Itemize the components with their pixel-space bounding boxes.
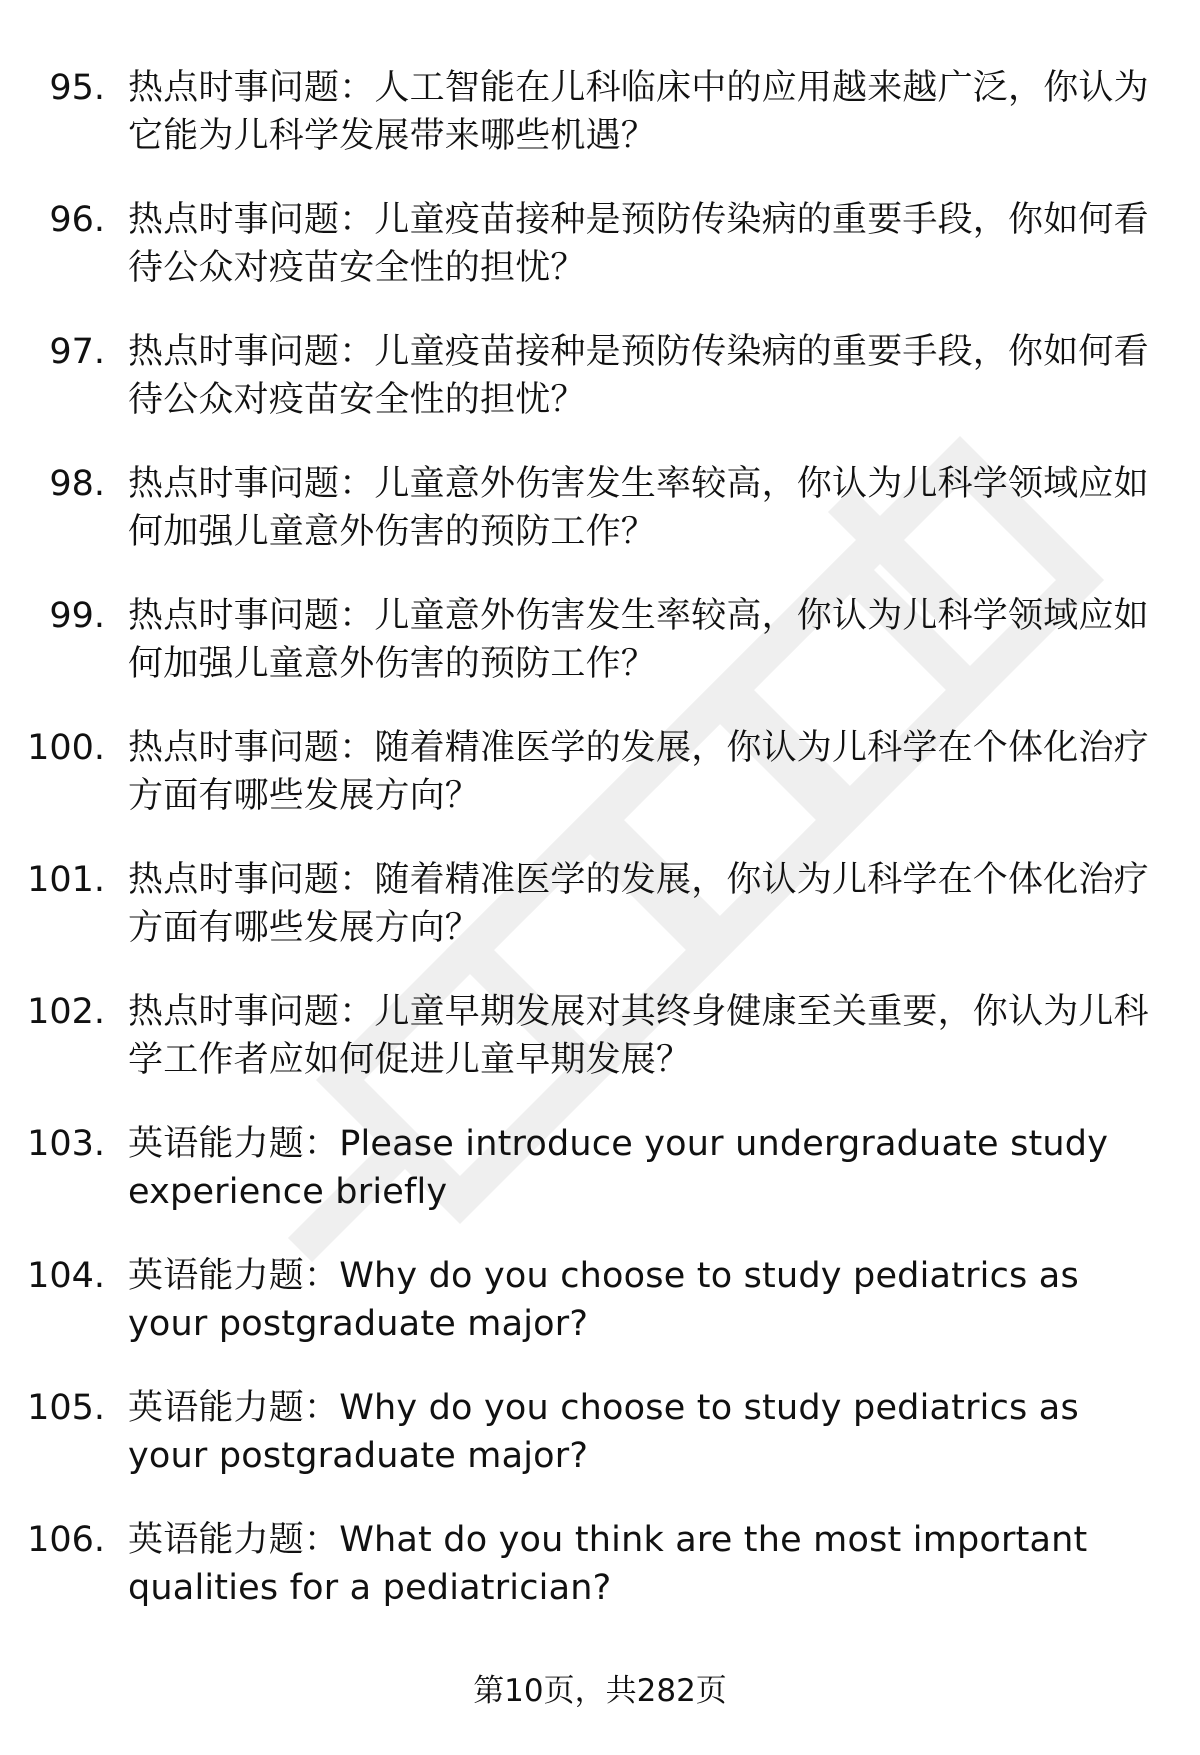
question-item (0, 64, 1200, 196)
question-text: 英语能力题：What do you think are the most important qualities for a pediatrician? (128, 1520, 1088, 1608)
question-item (0, 1384, 1200, 1516)
question-text: 热点时事问题：儿童意外伤害发生率较高，你认为儿科学领域应如何加强儿童意外伤害的预防工作？ (128, 596, 1149, 684)
question-item (0, 988, 1200, 1120)
question-text: 英语能力题：Please introduce your undergraduate study experience briefly (128, 1124, 1109, 1212)
question-item (0, 196, 1200, 328)
question-list (0, 64, 1200, 1648)
question-item (0, 1516, 1200, 1648)
question-number: 101. (27, 860, 105, 900)
question-item (0, 1252, 1200, 1384)
question-item (0, 592, 1200, 724)
page-footer: 第10页，共282页 (473, 1673, 727, 1709)
question-number: 106. (27, 1520, 105, 1560)
question-number: 98. (49, 464, 105, 504)
question-text: 热点时事问题：人工智能在儿科临床中的应用越来越广泛，你认为它能为儿科学发展带来哪些机遇？ (128, 68, 1149, 156)
question-text: 热点时事问题：随着精准医学的发展，你认为儿科学在个体化治疗方面有哪些发展方向？ (128, 860, 1149, 948)
question-number: 104. (27, 1256, 105, 1296)
question-text: 热点时事问题：随着精准医学的发展，你认为儿科学在个体化治疗方面有哪些发展方向？ (128, 728, 1149, 816)
question-item (0, 724, 1200, 856)
question-item (0, 328, 1200, 460)
question-item (0, 1120, 1200, 1252)
question-text: 热点时事问题：儿童早期发展对其终身健康至关重要，你认为儿科学工作者应如何促进儿童早期发展？ (128, 992, 1149, 1080)
question-number: 100. (27, 728, 105, 768)
question-number: 97. (49, 332, 105, 372)
question-item (0, 460, 1200, 592)
question-number: 105. (27, 1388, 105, 1428)
question-number: 99. (49, 596, 105, 636)
question-number: 96. (49, 200, 105, 240)
question-number: 103. (27, 1124, 105, 1164)
question-text: 热点时事问题：儿童意外伤害发生率较高，你认为儿科学领域应如何加强儿童意外伤害的预防工作？ (128, 464, 1149, 552)
question-text: 热点时事问题：儿童疫苗接种是预防传染病的重要手段，你如何看待公众对疫苗安全性的担忧？ (128, 200, 1149, 288)
question-item (0, 856, 1200, 988)
question-text: 热点时事问题：儿童疫苗接种是预防传染病的重要手段，你如何看待公众对疫苗安全性的担忧？ (128, 332, 1149, 420)
question-number: 102. (27, 992, 105, 1032)
question-number: 95. (49, 68, 105, 108)
question-text: 英语能力题：Why do you choose to study pediatrics as your postgraduate major? (128, 1388, 1079, 1476)
question-text: 英语能力题：Why do you choose to study pediatrics as your postgraduate major? (128, 1256, 1079, 1344)
